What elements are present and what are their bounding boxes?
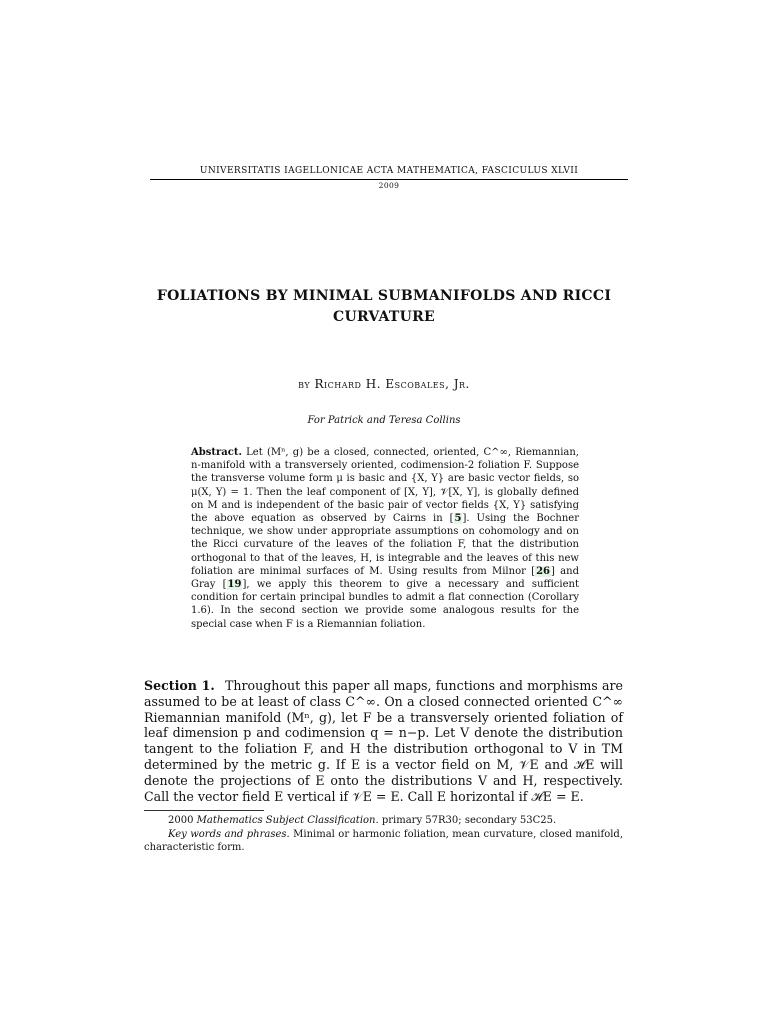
- citation-link-19[interactable]: 19: [227, 579, 242, 591]
- abstract-text-3: ] and Gray [: [191, 565, 579, 591]
- journal-name: UNIVERSITATIS IAGELLONICAE ACTA MATHEMATICA, FASCICULUS XLVII: [199, 166, 579, 176]
- abstract: [191, 446, 579, 631]
- header-rule: [150, 179, 628, 180]
- citation-link-26[interactable]: 26: [536, 565, 550, 577]
- abstract-text-1: Let (Mⁿ, g) be a closed, connected, oriented, C^∞, Riemannian, n-manifold with a transversely oriented, codimension-2 foliation F. Suppose the transverse volume form μ is basic and {X, Y} are basic vector fields, so μ(X, Y) = 1. Then the leaf component of [X, Y], 𝒱[X, Y], is globally defined on M and is independent of the basic pair of vector fields {X, Y} satisfying the above equation as observed by Cairns in [: [191, 447, 579, 525]
- paper-dedication: For Patrick and Teresa Collins: [307, 415, 461, 426]
- abstract-text-4: ], we apply this theorem to give a necessary and sufficient condition for certain principal bundles to admit a flat connection (Corollary 1.6). In the second section we provide some analogous results for the special case when F is a Riemannian foliation.: [191, 579, 579, 630]
- section-1-paragraph: [144, 678, 623, 804]
- abstract-label: Abstract.: [191, 447, 242, 458]
- abstract-text-2: ]. Using the Bochner technique, we show under appropriate assumptions on cohomology and on the Ricci curvature of the leaves of the foliation F, that the distribution orthogonal to that of the leaves, H, is integrable and the leaves of this new foliation are minimal surfaces of M. Using results from Milnor [: [191, 513, 579, 577]
- footnote-keywords: [144, 828, 623, 855]
- footnote-rule: [144, 810, 264, 811]
- keywords-label: Key words and phrases.: [168, 828, 290, 840]
- paper-author: by Richard H. Escobales, Jr.: [298, 377, 470, 391]
- msc-label: Mathematics Subject Classification.: [196, 815, 379, 826]
- citation-link-5[interactable]: 5: [454, 513, 462, 525]
- section-heading: Section 1.: [144, 678, 215, 693]
- footnotes: [144, 814, 623, 855]
- section-text: Throughout this paper all maps, functions and morphisms are assumed to be at least of class C^∞. On a closed connected oriented C^∞ Riemannian manifold (Mⁿ, g), let F be a transversely oriented foliation of leaf dimension p and codimension q = n−p. Let V denote the distribution tangent to the foliation F, and H the distribution orthogonal to V in TM determined by the metric g. If E is a vector field on M, 𝒱E and ℋE will denote the projections of E onto the distributions V and H, respectively. Call the vector field E vertical if 𝒱E = E. Call E horizontal if ℋE = E.: [144, 678, 623, 804]
- paper-title: FOLIATIONS BY MINIMAL SUBMANIFOLDS AND RICCI CURVATURE: [156, 288, 612, 325]
- footnote-msc: [144, 814, 623, 828]
- msc-year: 2000: [168, 815, 194, 826]
- keywords-text: Minimal or harmonic foliation, mean curvature, closed manifold, characteristic form.: [144, 828, 623, 853]
- journal-year: 2009: [378, 181, 400, 190]
- journal-header: [150, 166, 628, 190]
- msc-text: primary 57R30; secondary 53C25.: [381, 815, 557, 826]
